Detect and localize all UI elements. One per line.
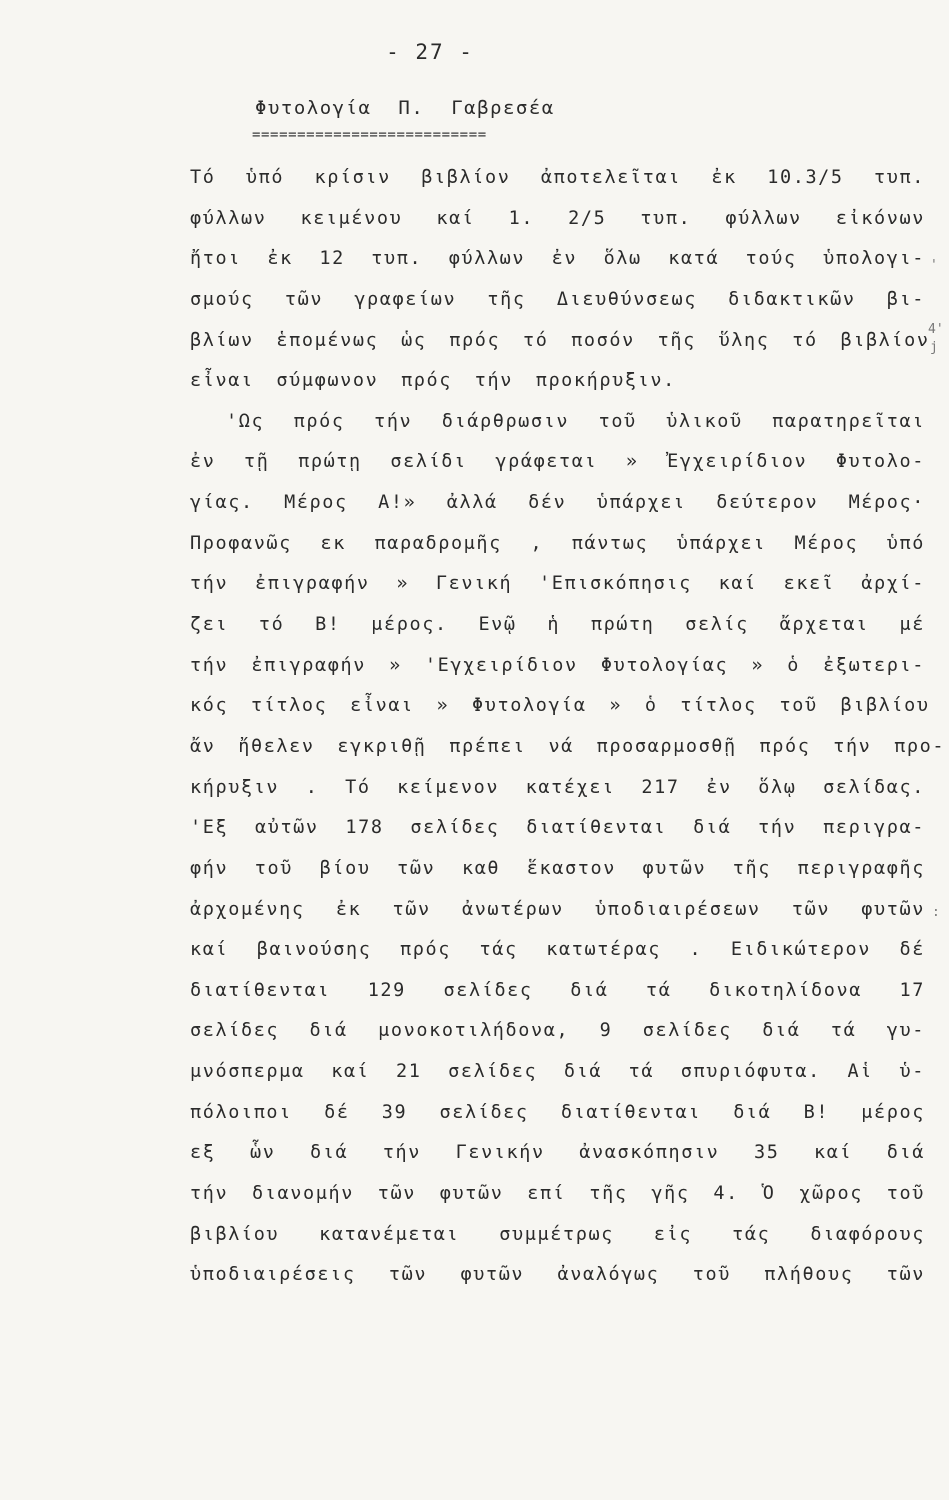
- text-line: 'Εξ αὐτῶν 178 σελίδες διατίθενται διά τήν περιγρα-: [190, 817, 925, 839]
- text-line: σμούς τῶν γραφείων τῆς Διευθύνσεως διδακτικῶν βι-: [190, 288, 925, 310]
- text-line: Προφανῶς εκ παραδρομῆς , πάντως ὑπάρχει Μέρος ὑπό: [190, 532, 925, 554]
- text-line: ἀρχομένης ἐκ τῶν ἀνωτέρων ὑποδιαιρέσεων τῶν φυτῶν: [190, 898, 925, 920]
- text-line: βιβλίου κατανέμεται συμμέτρως εἰς τάς διαφόρους: [190, 1223, 925, 1245]
- margin-tick-mark: 4': [928, 322, 944, 337]
- text-line: ὑποδιαιρέσεις τῶν φυτῶν ἀναλόγως τοῦ πλήθους τῶν: [190, 1264, 925, 1286]
- text-line: εἶναι σύμφωνον πρός τήν προκήρυξιν.: [190, 370, 676, 392]
- text-line: εξ ὧν διά τήν Γενικήν ἀνασκόπησιν 35 καί διά: [190, 1142, 925, 1164]
- text-line: κήρυξιν . Τό κείμενον κατέχει 217 ἐν ὅλῳ σελίδας.: [190, 776, 925, 798]
- text-line: τήν ἐπιγραφήν » Γενική 'Επισκόπησις καί εκεῖ ἀρχί-: [190, 573, 925, 595]
- text-line: κός τίτλος εἶναι » Φυτολογία » ὁ τίτλος τοῦ βιβλίου: [190, 695, 930, 717]
- text-line: σελίδες διά μονοκοτιλήδονα, 9 σελίδες διά τά γυ-: [190, 1020, 925, 1042]
- text-line: διατίθενται 129 σελίδες διά τά δικοτηλίδονα 17: [190, 979, 925, 1001]
- page-title: Φυτολογία Π. Γαβρεσέα: [255, 97, 555, 119]
- page-number: - 27 -: [386, 40, 474, 64]
- text-line: ἤτοι ἐκ 12 τυπ. φύλλων ἐν ὅλω κατά τούς ὑπολογι-: [190, 248, 925, 270]
- margin-tick-mark: ': [930, 258, 938, 273]
- margin-tick-mark: :: [932, 905, 940, 920]
- title-underline: ==========================: [252, 127, 487, 143]
- text-line: 'Ως πρός τήν διάρθρωσιν τοῦ ὑλικοῦ παρατηρεῖται: [226, 410, 925, 432]
- text-line: ἐν τῇ πρώτῃ σελίδι γράφεται » Ἐγχειρίδιον Φυτολο-: [190, 451, 925, 473]
- text-line: φήν τοῦ βίου τῶν καθ ἕκαστον φυτῶν τῆς περιγραφῆς: [190, 857, 925, 879]
- text-line: γίας. Μέρος Α!» ἀλλά δέν ὑπάρχει δεύτερον Μέρος·: [190, 492, 925, 514]
- margin-tick-mark: j: [930, 340, 938, 355]
- text-line: Τό ὑπό κρίσιν βιβλίον ἀποτελεῖται ἐκ 10.3/5 τυπ.: [190, 167, 925, 188]
- text-line: τήν ἐπιγραφήν » 'Εγχειρίδιον Φυτολογίας » ὁ ἐξωτερι-: [190, 654, 925, 676]
- text-line: βλίων ἑπομένως ὡς πρός τό ποσόν τῆς ὕλης τό βιβλίον: [190, 329, 930, 351]
- text-line: τήν διανομήν τῶν φυτῶν επί τῆς γῆς 4. Ὁ χῶρος τοῦ: [190, 1183, 925, 1205]
- text-line: ζει τό Β! μέρος. Ενῷ ἡ πρώτη σελίς ἄρχεται μέ: [190, 614, 925, 636]
- text-line: φύλλων κειμένου καί 1. 2/5 τυπ. φύλλων εἰκόνων: [190, 207, 925, 229]
- text-line: πόλοιποι δέ 39 σελίδες διατίθενται διά Β! μέρος: [190, 1101, 925, 1123]
- body-text: [190, 158, 946, 1296]
- text-line: ἄν ἤθελεν εγκριθῇ πρέπει νά προσαρμοσθῇ πρός τήν προ-: [190, 735, 946, 757]
- text-line: καί βαινούσης πρός τάς κατωτέρας . Ειδικώτερον δέ: [190, 939, 925, 961]
- text-line: μνόσπερμα καί 21 σελίδες διά τά σπυριόφυτα. Αἱ ὑ-: [190, 1061, 925, 1083]
